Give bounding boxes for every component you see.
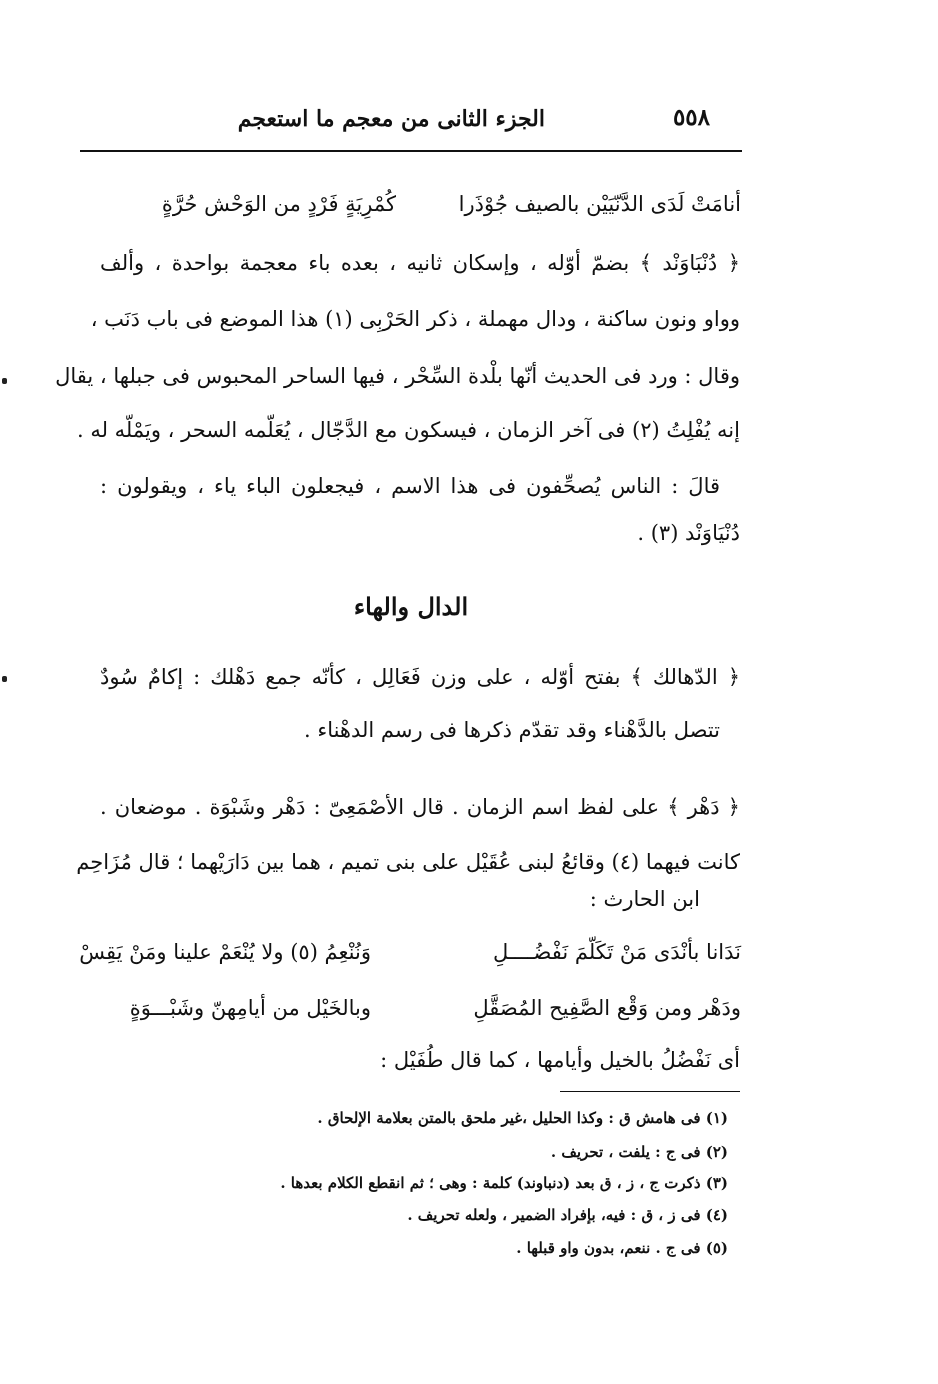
footnote-rule (560, 1091, 740, 1092)
entry-dahalik-line: ﴿ الدّهالك ﴾ بفتح أوّله ، على وزن فَعَالِل ، كأنّه جمع دَهْلك : إكامٌ سُودٌ (100, 665, 740, 689)
section-heading: الدال والهاء (353, 592, 469, 621)
poem-verse (85, 996, 741, 1026)
poem-second-hemistich: ودَهْر ومن وَقْع الصَّفِيح المُصَقَّلِ (473, 996, 741, 1020)
entry-dunbawand-line: إنه يُفْلِتُ (٢) فى آخر الزمان ، فيسكون مع الدَّجّال ، يُعَلّمه السحر ، ويَمْلّه له . (76, 418, 740, 442)
poem-first-hemistich: وَنُنْعِمُ (٥) ولا يُنْعَمْ علينا ومَنْ يَقِسْ (79, 940, 371, 964)
footnote: (٥) فى ج . ننعم، بدون واو قبلها . (516, 1239, 728, 1257)
entry-dahr-line: ﴿ دَهْر ﴾ على لفظ اسم الزمان . قال الأصْمَعِىّ : دَهْر وشَبْوَة . موضعان . (100, 795, 740, 819)
header-rule (80, 150, 742, 152)
verse-second-hemistich: أنامَتْ لَدَى الدَّنّيَيْن بالصيف جُوْذَرا (458, 192, 741, 216)
footnote: (١) فى هامش ق : وكذا الحليل ،غير ملحق بالمتن بعلامة الإلحاق . (317, 1109, 728, 1127)
opening-verse (85, 192, 741, 222)
book-title: الجزء الثانى من معجم ما استعجم (237, 106, 545, 132)
scan-edge-mark (2, 378, 7, 384)
entry-dunbawand-line: دُنْيَاوَنْد (٣) . (637, 521, 740, 545)
poem-first-hemistich: وبالخَيْل من أيامِهنّ وشَبْـــوَةٍ (129, 996, 371, 1020)
scan-edge-mark (2, 676, 7, 682)
poem-second-hemistich: نَدَانا بأنْدَى مَنْ تَكَلّمَ نَفْضُــــلِ (493, 940, 741, 964)
closing-line: أى نَفْضُلُ بالخيل وأيامها ، كما قال طُفَيْل : (380, 1048, 740, 1072)
footnote: (٤) فى ز ، ق : فيه، بإفراد الضمير ، ولعله تحريف . (407, 1206, 728, 1224)
entry-dunbawand-line: ﴿ دُنْبَاوَنْد ﴾ بضمّ أوّله ، وإسكان ثانيه ، بعده باء معجمة بواحدة ، وألف (100, 251, 740, 275)
page-number: ٥٥٨ (672, 104, 710, 131)
entry-dahr-line: كانت فيهما (٤) وقائعُ لبنى عُقَيْل على بنى تميم ، هما بين دَارَيْهما ؛ قال مُزَاحِم (76, 850, 740, 874)
entry-dunbawand-line: قالَ : الناس يُصحِّفون فى هذا الاسم ، فيجعلون الباء ياء ، ويقولون : (100, 474, 720, 498)
footnote: (٢) فى ج : يلفت ، تحريف . (550, 1143, 728, 1161)
entry-dunbawand-line: وقال : ورد فى الحديث أنّها بلْدة السِّحْر ، فيها الساحر المحبوس فى جبلها ، يقال (55, 364, 740, 388)
poem-verse (79, 940, 741, 970)
entry-dunbawand-line: وواو ونون ساكنة ، ودال مهملة ، ذكر الحَرْبِى (١) هذا الموضع فى باب دَنَب ، (90, 307, 740, 331)
running-header (80, 100, 740, 150)
verse-first-hemistich: كُمْرِيَةٍ فَرْدٍ من الوَحْش حُرَّةٍ (161, 192, 396, 216)
entry-dahalik-line: تتصل بالدَّهْناء وقد تقدّم ذكرها فى رسم الدهْناء . (303, 718, 720, 742)
footnote: (٣) ذكرت ج ، ز ، ق بعد (دنباوند) كلمة : وهى ؛ ثم انقطع الكلام بعدها . (280, 1174, 728, 1192)
entry-dahr-line: ابن الحارث : (589, 887, 700, 911)
